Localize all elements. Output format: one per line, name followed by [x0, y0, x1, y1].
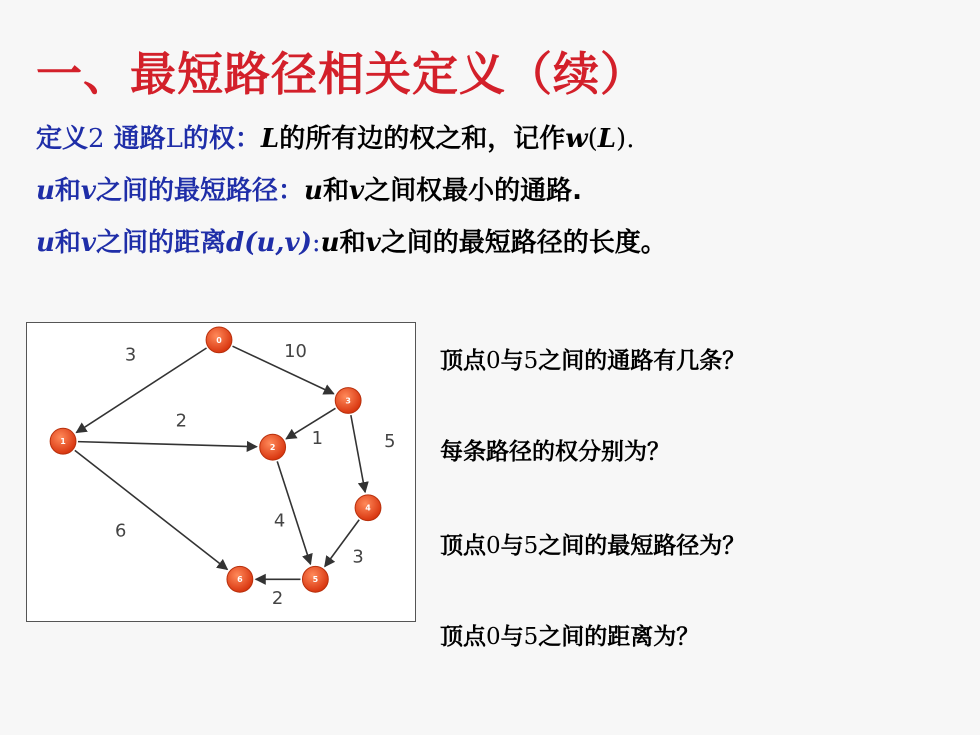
question-2 — [440, 433, 670, 466]
node-6 — [227, 566, 253, 592]
def1-L2: L — [260, 124, 280, 154]
node-4 — [355, 495, 381, 521]
node-label-0: 0 — [216, 335, 222, 345]
def3-u2: u — [320, 228, 340, 258]
edge-weight-1-6: 6 — [114, 520, 127, 542]
def1-formula-L: L — [597, 124, 617, 154]
edge-3-4 — [351, 415, 365, 492]
definition-2 — [36, 170, 582, 207]
def1-formula-open: ( — [587, 124, 598, 154]
node-label-6: 6 — [237, 575, 243, 585]
edge-weight-2-5: 4 — [273, 510, 286, 532]
q4-pre: 顶点 — [440, 624, 486, 650]
node-label-5: 5 — [312, 575, 319, 585]
def3-formula: d(u,v) — [226, 228, 312, 258]
question-1 — [440, 342, 745, 375]
node-label-1: 1 — [60, 437, 66, 447]
def1-formula-w: w — [565, 124, 588, 154]
def1-formula-close: ). — [616, 124, 635, 154]
def1-label-a: 通路 — [113, 124, 166, 154]
node-label-2: 2 — [269, 443, 276, 453]
def2-v2: v — [348, 176, 365, 206]
def1-body: 的所有边的权之和，记作 — [279, 124, 566, 154]
edge-weight-4-5: 3 — [352, 546, 364, 568]
edge-0-3 — [233, 346, 334, 394]
def3-colon: : — [311, 228, 321, 258]
node-5 — [302, 566, 328, 592]
def1-num: 2 — [88, 124, 105, 154]
slide-title: 一、最短路径相关定义（续） — [36, 47, 647, 101]
graph-figure — [26, 322, 416, 622]
def2-v: v — [80, 176, 97, 206]
edge-weight-5-6: 2 — [271, 588, 284, 610]
def2-and: 和 — [54, 176, 81, 206]
node-2 — [260, 434, 286, 460]
def3-v2: v — [365, 228, 381, 258]
def2-body: 之间权最小的通路. — [364, 176, 582, 206]
def2-u2: u — [304, 176, 323, 206]
weighted-directed-graph — [27, 323, 415, 621]
node-label-3: 3 — [345, 396, 351, 406]
q4-post: 之间的距离为？ — [538, 624, 700, 650]
q3-pre: 顶点 — [440, 533, 486, 559]
q3-a: 0 — [486, 533, 501, 559]
edge-1-2 — [78, 442, 257, 447]
edge-0-1 — [76, 348, 206, 433]
definition-1 — [36, 118, 634, 155]
def1-L1: L — [165, 124, 183, 154]
def3-v: v — [80, 228, 97, 258]
q4-a: 0 — [486, 624, 501, 650]
def3-u: u — [36, 228, 55, 258]
question-3 — [440, 527, 745, 560]
question-4 — [440, 618, 699, 651]
def3-and: 和 — [54, 228, 81, 258]
def2-and2: 和 — [322, 176, 349, 206]
edge-weight-0-1: 3 — [124, 344, 137, 366]
q4-mid: 与 — [500, 624, 524, 650]
q3-mid: 与 — [500, 533, 524, 559]
q1-mid: 与 — [500, 348, 524, 374]
definition-3 — [36, 222, 667, 259]
def1-prefix: 定义 — [36, 124, 89, 154]
node-1 — [50, 428, 76, 454]
q1-b: 5 — [523, 348, 539, 374]
def1-label-b: 的权： — [182, 124, 261, 154]
q1-pre: 顶点 — [440, 348, 486, 374]
edge-1-6 — [75, 450, 228, 569]
node-0 — [206, 327, 232, 353]
q1-a: 0 — [486, 348, 501, 374]
node-3 — [335, 388, 361, 414]
q3-b: 5 — [523, 533, 539, 559]
q2-text: 每条路径的权分别为？ — [440, 439, 670, 465]
edge-weight-3-2: 1 — [311, 428, 324, 450]
def3-body: 之间的最短路径的长度。 — [380, 228, 667, 258]
edge-weight-3-4: 5 — [384, 431, 396, 453]
def2-u: u — [36, 176, 55, 206]
def3-and2: 和 — [339, 228, 366, 258]
q3-post: 之间的最短路径为？ — [538, 533, 746, 559]
edge-weight-0-3: 10 — [284, 340, 307, 362]
q4-b: 5 — [523, 624, 539, 650]
q1-post: 之间的通路有几条？ — [538, 348, 746, 374]
def2-label: 之间的最短路径： — [96, 176, 305, 206]
def3-label: 之间的距离 — [96, 228, 227, 258]
node-label-4: 4 — [365, 503, 371, 513]
edge-weight-1-2: 2 — [175, 410, 187, 432]
